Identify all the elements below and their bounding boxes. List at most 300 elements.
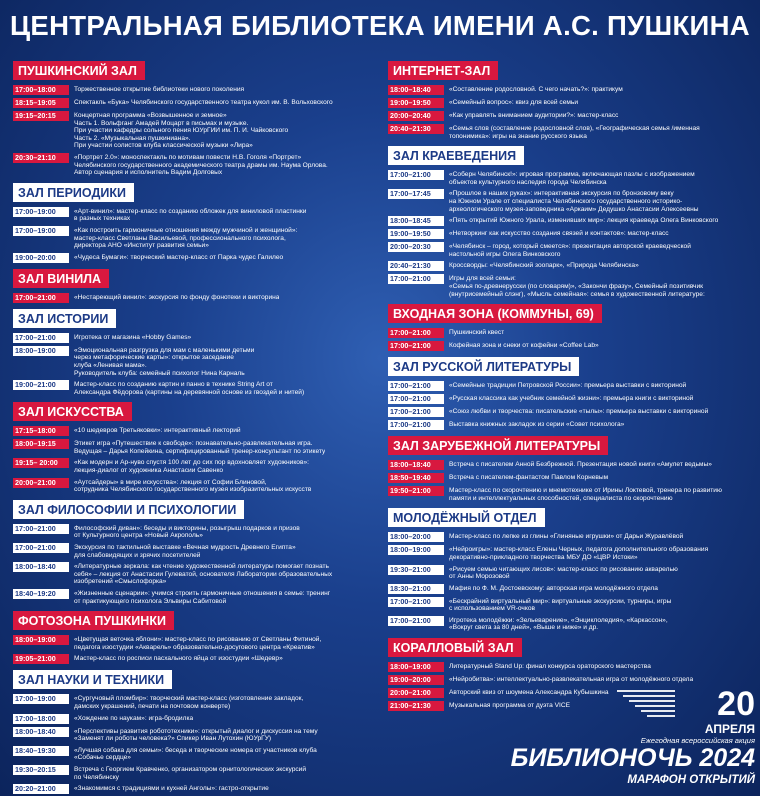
event-row: [13, 784, 368, 794]
event-description-line: от Культурного центра «Новый Акрополь»: [74, 532, 203, 540]
event-description: [449, 170, 695, 186]
event-row: [13, 333, 368, 343]
event-description-line: «Знакомимся с традициями и кухней Анголы»: гастро-открытие: [74, 785, 269, 793]
event-time: 17:00–21:00: [13, 333, 69, 343]
event-time: 17:00–19:00: [13, 694, 69, 704]
event-time: 19:00–20:00: [13, 253, 69, 263]
event-description-line: «Семья по-древнерусски (по словарям)», «Закончи фразу», Семейный позитивчик: [449, 282, 704, 290]
section-header: ИНТЕРНЕТ-ЗАЛ: [388, 61, 498, 80]
event-time: 19:50–21:00: [388, 486, 444, 496]
section-header: МОЛОДЁЖНЫЙ ОТДЕЛ: [388, 508, 545, 527]
event-description-line: «Заменят ли роботы человека?» Спикер Иван Лутохин (ЮУрГУ): [74, 735, 272, 743]
event-row: [388, 274, 753, 298]
event-description-line: «Нейроигры»: мастер-класс Елены Черных, педагога дополнительного образования: [449, 546, 709, 554]
event-row: [388, 98, 753, 108]
event-description: [74, 714, 193, 723]
event-row: [13, 524, 368, 540]
event-description-line: Выставка книжных закладок из серии «Совет психолога»: [449, 421, 625, 429]
event-description: [74, 765, 306, 781]
event-row: [13, 589, 368, 605]
event-description-line: «Рисуем семью читающих лисов»: мастер-класс по рисованию акварелью: [449, 565, 678, 573]
event-description-line: «Нестареющий винил»: экскурсия по фонду фонотеки и викторина: [74, 293, 280, 301]
event-row: [388, 616, 753, 632]
event-description-line: Часть 1. Вольфганг Амадей Моцарт в письмах и музыке.: [74, 119, 249, 127]
event-description-line: «Жизненные сценарии»: учимся строить гармоничные отношения в семье: тренинг: [74, 590, 331, 597]
event-description-line: клуба «Ленивая мама».: [74, 361, 147, 369]
section-header: ЗАЛ ПЕРИОДИКИ: [13, 183, 134, 202]
event-time: 17:00–21:00: [388, 420, 444, 430]
event-time: 18:00–18:45: [388, 216, 444, 226]
event-description-line: Спектакль «Бука» Челябинского государственного театра кукол им. В. Вольховского: [74, 99, 333, 106]
event-description-line: изобретений «Смыслофорка»: [74, 578, 167, 586]
logo-stripes-graphic: [555, 686, 675, 738]
event-description: [449, 460, 712, 469]
event-time: 17:00–21:00: [388, 616, 444, 626]
event-time: 18:00–19:00: [13, 635, 69, 645]
event-row: [13, 694, 368, 710]
event-description-line: памяти и интеллектуальных способностей, специалиста по скорочтению: [449, 494, 673, 502]
event-description-line: Философский диван»: беседы и викторины, розыгрыш подарков и призов: [74, 524, 300, 532]
event-row: [388, 473, 753, 483]
event-description: [449, 274, 705, 298]
event-description: [74, 380, 304, 396]
event-description-line: «Нейробитва»: интеллектуально-развлекательная игра от молодёжного отдела: [449, 676, 694, 684]
event-time: 20:00–21:00: [388, 688, 444, 698]
event-time: 17:00–21:00: [388, 341, 444, 351]
event-time: 17:00–21:00: [388, 274, 444, 284]
event-row: [388, 170, 753, 186]
event-time: 20:00–20:30: [388, 242, 444, 252]
event-time: 18:00–19:00: [388, 545, 444, 555]
event-description: [74, 524, 300, 540]
event-description-line: «Семейный вопрос»: квиз для всей семьи: [449, 99, 579, 106]
event-time: 17:00–17:45: [388, 189, 444, 199]
event-time: 17:00–21:00: [388, 597, 444, 607]
left-column: [13, 59, 368, 796]
section-header: ЗАЛ ФИЛОСОФИИ И ПСИХОЛОГИИ: [13, 500, 244, 519]
event-time: 18:00–18:40: [13, 727, 69, 737]
event-description-line: «Бескрайний виртуальный мир»: виртуальные экскурсии, турниры, игры: [449, 597, 672, 605]
event-description: [449, 407, 708, 416]
event-time: 17:00–21:00: [388, 407, 444, 417]
event-description: [449, 261, 639, 270]
event-time: 17:00–18:00: [13, 714, 69, 724]
event-description-line: декоративно-прикладного творчества МБУ ДО «ЦВР Истоки»: [449, 553, 638, 561]
event-time: 19:00–20:00: [388, 675, 444, 685]
event-description-line: «Портрет 2.0»: моноспектакль по мотивам повести Н.В. Гоголя «Портрет»: [74, 153, 302, 161]
event-time: 21:00–21:30: [388, 701, 444, 711]
event-description-line: Мафия по Ф. М. Достоевскому: авторская игра молодёжного отдела: [449, 584, 658, 592]
event-description-line: Александра Фёдорова (картины на деревянной основе из гвоздей и нитей): [74, 388, 305, 396]
event-description-line: «Перспективы развития робототехники»: открытый диалог и дискуссия на тему: [74, 727, 318, 735]
event-time: 18:00–19:00: [13, 346, 69, 356]
section: [388, 144, 753, 298]
section-header: ЗАЛ НАУКИ И ТЕХНИКИ: [13, 670, 172, 689]
event-time: 17:00–19:00: [13, 226, 69, 236]
section: [13, 668, 368, 794]
event-row: [13, 226, 368, 250]
event-description: [449, 701, 570, 710]
event-description: [74, 543, 296, 559]
event-description-line: Концертная программа «Возвышенное и земное»: [74, 112, 227, 119]
event-row: [13, 207, 368, 223]
event-row: [388, 242, 753, 258]
event-description: [449, 675, 693, 684]
event-time: 18:00–18:40: [388, 460, 444, 470]
section-header: ЗАЛ ИСКУССТВА: [13, 402, 132, 421]
section: [388, 302, 753, 351]
event-time: 18:15–19:05: [13, 98, 69, 108]
event-description-line: «Как построить гармоничные отношения между мужчиной и женщиной»:: [74, 226, 298, 234]
event-row: [388, 394, 753, 404]
event-description-line: Авторский квиз от шоумена Александра Кубышкина: [449, 689, 609, 697]
event-description-line: Литературный Stand Up: финал конкурса ораторского мастерства: [449, 663, 651, 671]
event-description-line: настольной игры Олега Винковского: [449, 250, 561, 258]
event-description-line: «Сургучовый пломбир»: творческий мастер-класс (изготовление закладок,: [74, 695, 304, 703]
event-description: [74, 562, 332, 586]
event-description-line: Кофейная зона и снеки от кофейни «Coffee Lab»: [449, 342, 599, 350]
event-description: [449, 229, 669, 238]
event-description: [74, 253, 283, 262]
event-description-line: сотрудника Челябинского государственного музея изобразительных искусств: [74, 486, 312, 494]
event-description-line: для слабовидящих и зрячих посетителей: [74, 551, 201, 559]
event-description: [74, 85, 244, 94]
logo-subtitle: МАРАФОН ОТКРЫТИЙ: [627, 774, 755, 786]
event-row: [13, 85, 368, 95]
event-row: [13, 746, 368, 762]
event-time: 18:00–19:00: [388, 662, 444, 672]
event-row: [388, 85, 753, 95]
event-description: [74, 458, 309, 474]
event-row: [13, 765, 368, 781]
event-description: [449, 98, 578, 107]
event-description-line: «Как модерн и Ар-нуво спустя 100 лет до сих пор вдохновляет художников»:: [74, 459, 309, 467]
logo-annual-text: Ежегодная всероссийская акция: [640, 736, 755, 745]
event-time: 18:30–21:00: [388, 584, 444, 594]
event-description: [449, 532, 683, 541]
event-description-line: «Вокруг света за 80 дней», «Выше и ниже» и др.: [449, 624, 599, 632]
event-description-line: Мастер-класс по созданию картин и панно в технике String Art от: [74, 381, 273, 389]
event-row: [13, 727, 368, 743]
section: [13, 59, 368, 177]
event-description: [74, 98, 333, 107]
event-row: [13, 380, 368, 396]
event-row: [13, 458, 368, 474]
section: [13, 400, 368, 494]
event-description-line: на Южном Урале от специалиста Челябинского государственного историко-: [449, 197, 683, 205]
event-description-line: Игры для всей семьи:: [449, 275, 516, 283]
event-description: [74, 153, 328, 177]
section: [13, 307, 368, 397]
event-description: [449, 216, 718, 225]
event-description: [74, 293, 279, 302]
event-time: 18:00–20:00: [388, 532, 444, 542]
logo-month: АПРЕЛЯ: [704, 722, 755, 736]
event-description: [449, 662, 651, 671]
event-description-line: Игротека молодёжки: «Зельеварение», «Энциклоледия», «Каркассон»,: [449, 616, 668, 624]
event-row: [388, 189, 753, 213]
event-description: [74, 589, 330, 605]
event-description: [449, 473, 608, 482]
section-header: ЗАЛ КРАЕВЕДЕНИЯ: [388, 146, 524, 165]
section-header: КОРАЛЛОВЫЙ ЗАЛ: [388, 638, 522, 657]
event-row: [388, 486, 753, 502]
event-time: 20:20–21:00: [13, 784, 69, 794]
event-time: 20:40–21:30: [388, 261, 444, 271]
section-header: ФОТОЗОНА ПУШКИНКИ: [13, 611, 174, 630]
event-description-line: объектов культурного наследия города Челябинска: [449, 178, 607, 186]
section: [13, 267, 368, 303]
event-time: 17:00–18:00: [13, 85, 69, 95]
event-time: 17:00–21:00: [13, 293, 69, 303]
event-description-line: от Анны Морозовой: [449, 573, 510, 581]
event-description: [74, 478, 311, 494]
event-row: [13, 562, 368, 586]
event-row: [13, 346, 368, 377]
event-description: [74, 207, 306, 223]
event-time: 18:40–19:20: [13, 589, 69, 599]
event-description: [74, 346, 254, 377]
event-row: [388, 216, 753, 226]
event-description-line: лекция-диалог от художника Анастасии Савенко: [74, 467, 224, 475]
event-description-line: «Собачье сердце»: [74, 754, 131, 762]
event-time: 19:30–21:00: [388, 565, 444, 575]
event-row: [388, 545, 753, 561]
event-description: [449, 242, 691, 258]
event-description-line: себя» – лекция от Анастасии Гулеватой, основателя Лаборатории образовательных: [74, 570, 333, 578]
event-row: [13, 153, 368, 177]
event-time: 20:00–21:00: [13, 478, 69, 488]
event-description-line: «Цветущая веточка яблони»: мастер-класс по рисованию от Светланы Фитиной,: [74, 636, 322, 644]
event-description: [449, 111, 618, 120]
event-row: [13, 293, 368, 303]
event-description-line: директора АНО «Институт развития семьи»: [74, 242, 209, 250]
event-row: [13, 635, 368, 651]
event-description-line: «Прошлое в наших руках»: интерактивная экскурсия по бронзовому веку: [449, 190, 674, 198]
event-description-line: «Союз любви и творчества: писательские «тылы»: премьера выставки с викториной: [449, 408, 709, 416]
event-time: 20:00–20:40: [388, 111, 444, 121]
event-row: [388, 584, 753, 594]
section-header: ЗАЛ РУССКОЙ ЛИТЕРАТУРЫ: [388, 357, 579, 376]
event-time: 17:15–18:00: [13, 426, 69, 436]
event-row: [388, 124, 753, 140]
event-description-line: «Аутсайдеры» в мире искусства»: лекция от Софии Блиновой,: [74, 478, 267, 486]
event-time: 17:00–21:00: [388, 394, 444, 404]
event-description-line: «Соберн Челябинск!»: игровая программа, включающая пазлы с изображением: [449, 171, 695, 179]
event-description-line: «Хождение по наукам»: игра-бродилка: [74, 714, 194, 722]
event-time: 18:00–18:40: [13, 562, 69, 572]
event-time: 17:00–21:00: [388, 381, 444, 391]
event-description-line: «Челябинск – город, который смеется»: презентация авторской краеведческой: [449, 243, 691, 251]
event-description-line: «Арт-винил»: мастер-класс по созданию обложек для виниловой пластинки: [74, 207, 307, 215]
event-description-line: При участии солистов клуба классической музыки «Лира»: [74, 142, 253, 150]
event-description: [449, 486, 722, 502]
event-row: [13, 543, 368, 559]
event-row: [13, 426, 368, 436]
event-time: 17:00–19:00: [13, 207, 69, 217]
event-time: 19:15– 20:00: [13, 458, 69, 468]
event-description-line: «Русская классика как учебник семейной жизни»: премьера книги с викториной: [449, 395, 694, 403]
event-description-line: топонимика»: игры на знание русского языка: [449, 132, 587, 140]
event-description-line: Встреча с Георгием Кравченко, организатором орнитологических экскурсий: [74, 765, 307, 773]
event-row: [388, 328, 753, 338]
event-description: [449, 545, 708, 561]
event-description-line: Руководитель клуба: семейный психолог Нина Карналь: [74, 369, 245, 377]
event-description: [74, 635, 321, 651]
event-description: [74, 746, 317, 762]
event-description: [74, 784, 269, 793]
event-time: 17:00–21:00: [13, 543, 69, 553]
section-header: ЗАЛ ВИНИЛА: [13, 269, 109, 288]
section: [388, 355, 753, 430]
event-description: [74, 111, 288, 150]
event-description: [449, 328, 504, 337]
section-header: ПУШКИНСКИЙ ЗАЛ: [13, 61, 145, 80]
event-description-line: «Семья слов (составление родословной слов), «Географическая семья /именная: [449, 125, 700, 132]
event-row: [13, 478, 368, 494]
event-description-line: дамских украшений, печати на почтовом конверте): [74, 702, 231, 710]
event-row: [388, 420, 753, 430]
event-description-line: через метафорические карты»: открытое заседание: [74, 354, 234, 362]
event-description-line: мастер-класс Светланы Васильевой, профессионального психолога,: [74, 234, 286, 242]
event-description: [74, 439, 325, 455]
event-description-line: с использованием VR-очков: [449, 605, 535, 613]
event-description: [449, 584, 658, 593]
event-row: [388, 229, 753, 239]
event-time: 20:30–21:10: [13, 153, 69, 163]
event-time: 17:00–21:00: [388, 170, 444, 180]
event-description-line: по Челябинску: [74, 773, 119, 781]
event-description-line: Автор сценария и исполнитель Вадим Долговых: [74, 169, 223, 177]
event-description-line: (внутрисемейный слэнг), «Мысль семейная»: семья в художественной литературе:: [449, 290, 705, 298]
event-time: 17:00–21:00: [13, 524, 69, 534]
event-description: [74, 694, 303, 710]
event-description-line: Мастер-класс по лепке из глины «Глиняные игрушки» от Дарьи Журавлёвой: [449, 533, 684, 541]
event-time: 19:05–21:00: [13, 654, 69, 664]
event-row: [388, 532, 753, 542]
event-row: [388, 111, 753, 121]
event-description-line: «Эмоциональная разгрузка для мам с маленькими детьми: [74, 346, 255, 354]
section: [388, 59, 753, 140]
event-description-line: Мастер-класс по росписи пасхального яйца от изостудии «Шедевр»: [74, 655, 283, 663]
event-row: [388, 460, 753, 470]
event-description: [74, 727, 318, 743]
event-description-line: Кроссворды: «Челябинский зоопарк», «Природа Челябинска»: [449, 262, 639, 270]
section: [388, 506, 753, 632]
event-description-line: Игротека от магазина «Hobby Games»: [74, 333, 192, 341]
event-description-line: «Нетворкинг как искусство создания связей и контактов»: мастер-класс: [449, 230, 669, 238]
event-row: [388, 597, 753, 613]
event-description: [449, 381, 686, 390]
event-description: [449, 394, 693, 403]
event-row: [13, 98, 368, 108]
event-time: 18:40–19:30: [13, 746, 69, 756]
event-time: 20:40–21:30: [388, 124, 444, 134]
event-time: 18:00–19:15: [13, 439, 69, 449]
event-row: [388, 565, 753, 581]
event-description-line: «Как управлять вниманием аудитории?»: мастер-класс: [449, 112, 619, 119]
event-description: [74, 333, 191, 342]
event-description-line: «Составление родословной. С чего начать?»: практикум: [449, 86, 623, 93]
event-row: [13, 439, 368, 455]
event-row: [13, 111, 368, 150]
event-description-line: Торжественное открытие библиотеки нового поколения: [74, 86, 245, 93]
event-description-line: «Пять открытий Южного Урала, изменивших мир»: лекция краеведа Олега Винковского: [449, 217, 719, 225]
event-description-line: Встреча с писателем-фантастом Павлом Корневым: [449, 474, 609, 482]
right-column: [388, 59, 753, 715]
event-description-line: Часть 2. «Музыкальная пушкиниана».: [74, 134, 191, 142]
event-description: [449, 616, 668, 632]
section: [13, 609, 368, 664]
event-description-line: Экскурсия по тактильной выставке «Вечная мудрость Древнего Египта»: [74, 544, 296, 552]
event-description-line: Челябинского государственного академического театра драмы им. Наума Орлова.: [74, 161, 328, 169]
event-description: [74, 426, 241, 435]
event-time: 19:00–19:50: [388, 98, 444, 108]
event-description: [449, 597, 671, 613]
event-row: [13, 253, 368, 263]
page-title: ЦЕНТРАЛЬНАЯ БИБЛИОТЕКА ИМЕНИ А.С. ПУШКИНА: [10, 10, 750, 41]
event-description: [449, 85, 623, 94]
event-description-line: «Литературные зеркала: как чтение художественной литературы помогает познать: [74, 563, 329, 571]
event-description-line: При участии кафедры сольного пения ЮУрГИИ им. П. И. Чайковского: [74, 127, 289, 135]
event-row: [13, 714, 368, 724]
event-row: [388, 662, 753, 672]
event-description-line: археологического музея-заповедника «Аркаим» Дедушко Анастасии Алексеевны: [449, 205, 699, 213]
logo-brand: БИБЛИОНОЧЬ 2024: [510, 744, 755, 772]
event-time: 18:00–18:40: [388, 85, 444, 95]
event-row: [388, 341, 753, 351]
event-row: [388, 381, 753, 391]
event-description-line: в разных техниках: [74, 215, 131, 223]
event-time: 19:00–21:00: [13, 380, 69, 390]
event-description-line: педагога изостудии «Акварель» образовательно-досугового центра «Креатив»: [74, 643, 315, 651]
event-time: 19:15–20:15: [13, 111, 69, 121]
section: [388, 434, 753, 502]
section-header: ЗАЛ ЗАРУБЕЖНОЙ ЛИТЕРАТУРЫ: [388, 436, 608, 455]
event-description-line: «Чудеса Бумаги»: творческий мастер-класс от Парка чудес Галилео: [74, 253, 284, 261]
event-description-line: Пушкинский квест: [449, 329, 505, 337]
event-row: [388, 675, 753, 685]
event-description-line: Мастер-класс по скорочтению и мнемотехнике от Ирины Локтевой, тренера по развитию: [449, 487, 722, 495]
event-description-line: Ведущая – Дарья Копейкина, сертифицированный тренер-консультант по этикету: [74, 447, 326, 455]
event-description-line: Музыкальная программа от дуэта VICE: [449, 702, 571, 710]
section-header: ВХОДНАЯ ЗОНА (КОММУНЫ, 69): [388, 304, 602, 323]
event-time: 18:50–19:40: [388, 473, 444, 483]
event-description-line: «Лучшая собака для семьи»: беседа и творческие номера от участников клуба: [74, 746, 317, 754]
section: [13, 181, 368, 263]
event-description-line: «10 шедевров Третьяковки»: интерактивный лекторий: [74, 427, 241, 435]
event-time: 19:00–19:50: [388, 229, 444, 239]
event-description: [449, 341, 599, 350]
event-row: [13, 654, 368, 664]
event-time: 17:00–21:00: [388, 328, 444, 338]
event-description-line: Встреча с писателем Анной Безбрежной. Презентация новой книги «Амулет ведьмы»: [449, 461, 712, 469]
section: [13, 498, 368, 605]
event-description: [449, 420, 624, 429]
event-description: [74, 654, 283, 663]
event-time: 19:30–20:15: [13, 765, 69, 775]
logo-day: 20: [717, 685, 755, 723]
event-description-line: «Семейные традиции Петровской России»: премьера выставки с викториной: [449, 382, 687, 390]
event-row: [388, 261, 753, 271]
event-description: [74, 226, 297, 250]
event-row: [388, 407, 753, 417]
event-description: [449, 565, 678, 581]
event-description: [449, 124, 700, 140]
event-description: [449, 189, 699, 213]
event-description-line: Этикет игра «Путешествие к свободе»: познавательно-развлекательная игра.: [74, 440, 313, 448]
event-description-line: от практикующего психолога Эльвиры Сабитовой: [74, 597, 227, 605]
